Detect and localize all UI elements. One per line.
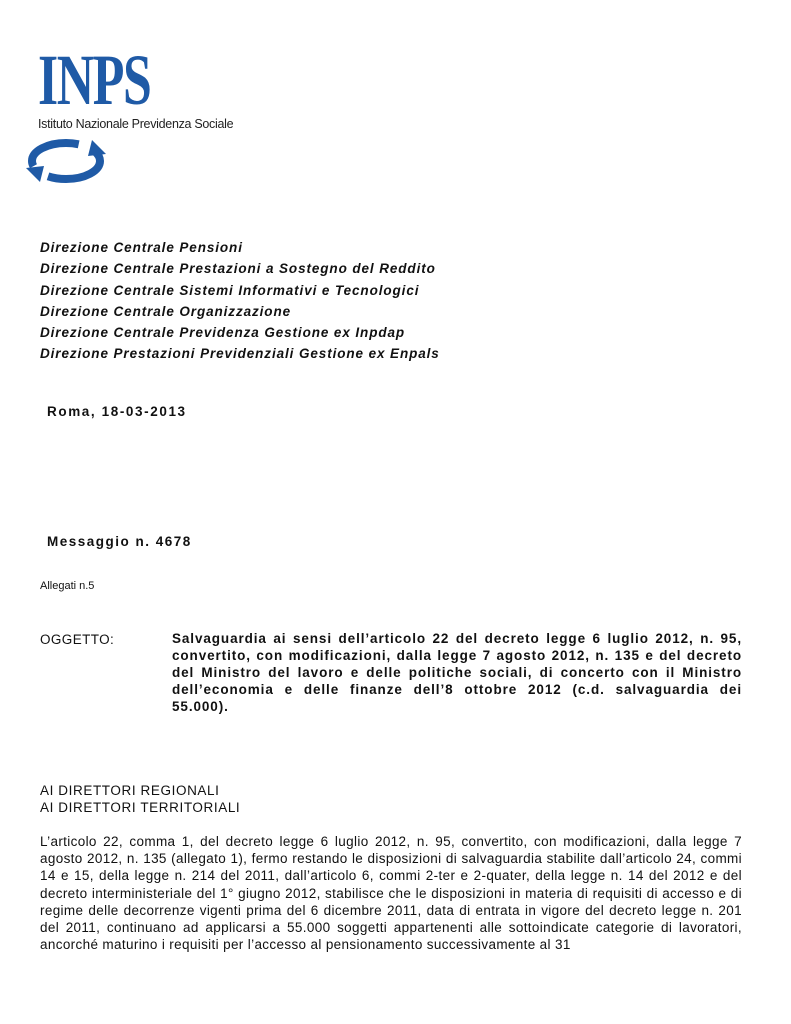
message-number: Messaggio n. 4678 [47,534,192,549]
addressees [40,782,240,816]
subject-text: Salvaguardia ai sensi dell’articolo 22 del decreto legge 6 luglio 2012, n. 95, convertito, con modificazioni, dalla legge 7 agosto 2012, n. 135 e del decreto del Ministro del lavoro e delle politiche sociali, di concerto con il Ministro dell’economia e delle finanze dell’8 ottobre 2012 (c.d. salvaguardia dei 55.000). [172,631,742,714]
direction-line: Direzione Centrale Sistemi Informativi e Tecnologici [40,282,420,298]
inps-logo [26,40,256,194]
direction-line: Direzione Centrale Pensioni [40,240,243,255]
addressee-line: AI DIRETTORI TERRITORIALI [40,800,241,815]
subject-label: OGGETTO: [40,632,115,647]
document-date: Roma, 18-03-2013 [47,404,187,419]
attachments-count: Allegati n.5 [40,580,95,592]
logo-subtitle: Istituto Nazionale Previdenza Sociale [38,117,234,131]
directions-list [40,237,440,365]
body-paragraph: L’articolo 22, comma 1, del decreto legge 6 luglio 2012, n. 95, convertito, con modificazioni, dalla legge 7 agosto 2012, n. 135 (allegato 1), fermo restando le disposizioni di salvaguardia stabilite dall’articolo 24, commi 14 e 15, della legge n. 214 del 2011, dall’articolo 6, commi 2-ter e 2-quater, della legge n. 14 del 2012 e del decreto interministeriale del 1° giugno 2012, stabilisce che le disposizioni in materia di requisiti di accesso e di regime delle decorrenze vigenti prima del 6 dicembre 2011, data di entrata in vigore del decreto legge n. 201 del 2011, continuano ad applicarsi a 55.000 soggetti appartenenti alle sottoindicate categorie di lavoratori, ancorché maturino i requisiti per l’accesso al pensionamento successivamente al 31 [40,834,742,953]
direction-line: Direzione Centrale Organizzazione [40,303,291,319]
addressee-line: AI DIRETTORI REGIONALI [40,783,220,798]
direction-line: Direzione Centrale Prestazioni a Sostegno del Reddito [40,261,436,277]
direction-line: Direzione Centrale Previdenza Gestione ex Inpdap [40,325,406,341]
circular-arrows-icon [26,136,110,188]
logo-letters: INPS [38,40,151,120]
direction-line: Direzione Prestazioni Previdenziali Gestione ex Enpals [40,346,440,362]
